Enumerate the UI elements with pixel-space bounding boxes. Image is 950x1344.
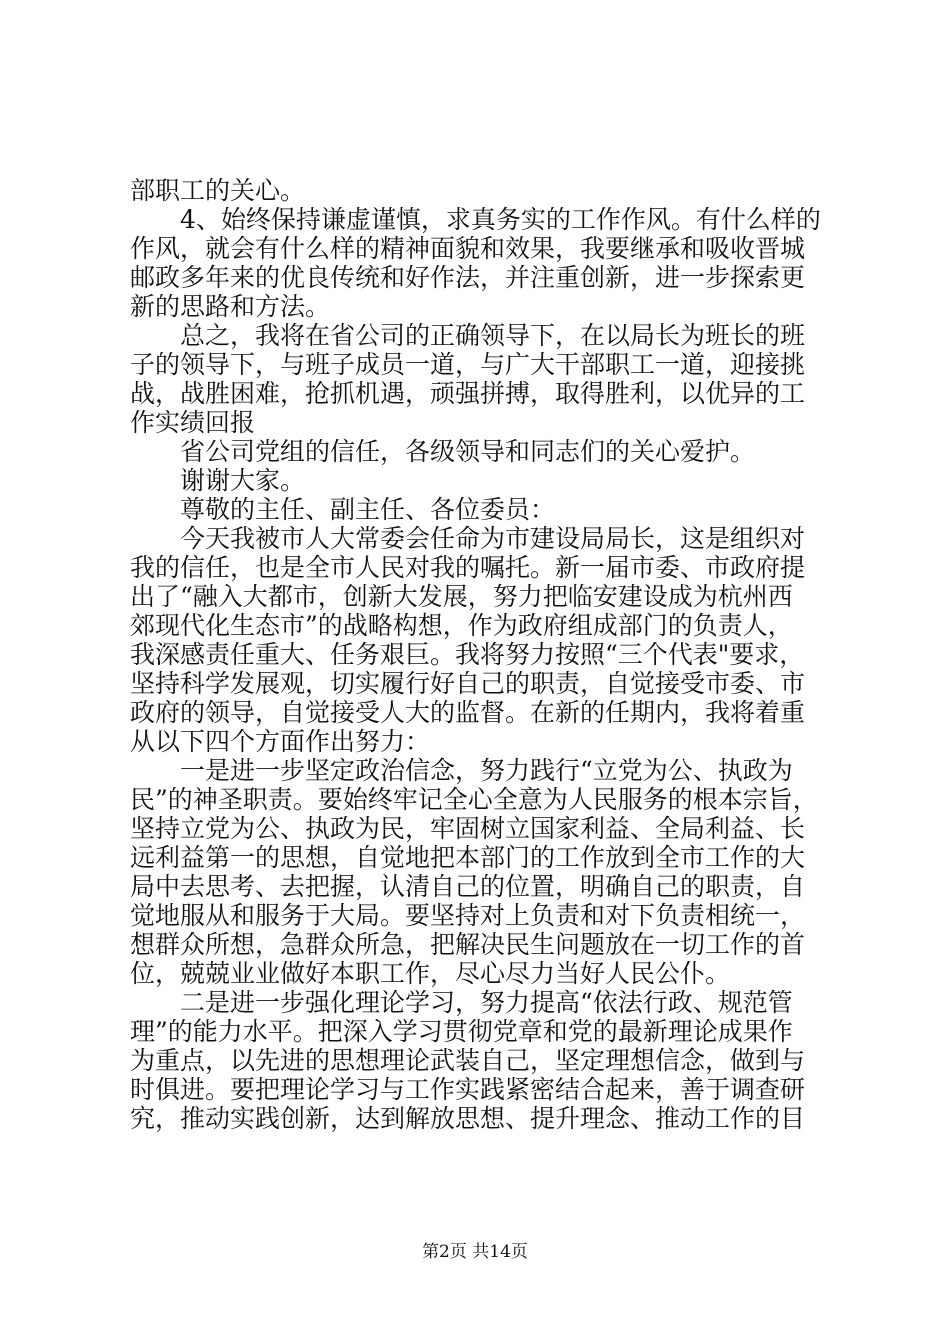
text-line: 二是进一步强化理论学习，努力提高“依法行政、规范管: [180, 988, 793, 1017]
text-line: 局中去思考、去把握，认清自己的位置，明确自己的职责，自: [130, 872, 806, 901]
text-line: 政府的领导，自觉接受人大的监督。在新的任期内，我将着重: [130, 698, 806, 727]
text-line: 作风，就会有什么样的精神面貌和效果，我要继承和吸收晋城: [130, 234, 806, 263]
text-line: 邮政多年来的优良传统和好作法，并注重创新，进一步探索更: [130, 263, 806, 292]
text-line: 远利益第一的思想，自觉地把本部门的工作放到全市工作的大: [130, 843, 806, 872]
text-line: 我深感责任重大、任务艰巨。我将努力按照“三个代表"要求，: [130, 640, 805, 669]
text-line: 理”的能力水平。把深入学习贯彻党章和党的最新理论成果作: [130, 1017, 793, 1046]
text-line: 尊敬的主任、副主任、各位委员：: [180, 495, 556, 524]
text-line: 想群众所想，急群众所急，把解决民生问题放在一切工作的首: [130, 930, 806, 959]
text-line: 一是进一步坚定政治信念，努力践行“立党为公、执政为: [180, 756, 793, 785]
text-line: 作实绩回报: [130, 408, 256, 437]
text-line: 谢谢大家。: [180, 466, 306, 495]
text-line: 子的领导下，与班子成员一道，与广大干部职工一道，迎接挑: [130, 350, 806, 379]
text-line: 为重点，以先进的思想理论武装自己，坚定理想信念，做到与: [130, 1046, 806, 1075]
text-line: 今天我被市人大常委会任命为市建设局局长，这是组织对: [180, 524, 806, 553]
text-line: 究，推动实践创新，达到解放思想、提升理念、推动工作的目: [130, 1104, 806, 1133]
text-line: 坚持立党为公、执政为民，牢固树立国家利益、全局利益、长: [130, 814, 806, 843]
text-line: 觉地服从和服务于大局。要坚持对上负责和对下负责相统一，: [130, 901, 806, 930]
text-line: 我的信任，也是全市人民对我的嘱托。新一届市委、市政府提: [130, 553, 806, 582]
text-line: 民”的神圣职责。要始终牢记全心全意为人民服务的根本宗旨，: [130, 785, 818, 814]
text-line: 坚持科学发展观，切实履行好自己的职责，自觉接受市委、市: [130, 669, 806, 698]
page-number-footer: 第2页 共14页: [422, 1242, 528, 1262]
text-line: 4、始终保持谦虚谨慎，求真务实的工作作风。有什么样的: [180, 205, 821, 234]
text-line: 新的思路和方法。: [130, 292, 331, 321]
text-line: 出了“融入大都市，创新大发展，努力把临安建设成为杭州西: [130, 582, 793, 611]
text-line: 部职工的关心。: [130, 176, 306, 205]
document-body: [130, 176, 830, 1133]
text-line: 从以下四个方面作出努力：: [130, 727, 431, 756]
text-line: 省公司党组的信任，各级领导和同志们的关心爱护。: [180, 437, 756, 466]
text-line: 位，兢兢业业做好本职工作，尽心尽力当好人民公仆。: [130, 959, 731, 988]
text-line: 时俱进。要把理论学习与工作实践紧密结合起来，善于调查研: [130, 1075, 806, 1104]
text-line: 郊现代化生态市”的战略构想，作为政府组成部门的负责人，: [130, 611, 793, 640]
text-line: 战，战胜困难，抢抓机遇，顽强拼搏，取得胜利，以优异的工: [130, 379, 806, 408]
text-line: 总之，我将在省公司的正确领导下，在以局长为班长的班: [180, 321, 806, 350]
